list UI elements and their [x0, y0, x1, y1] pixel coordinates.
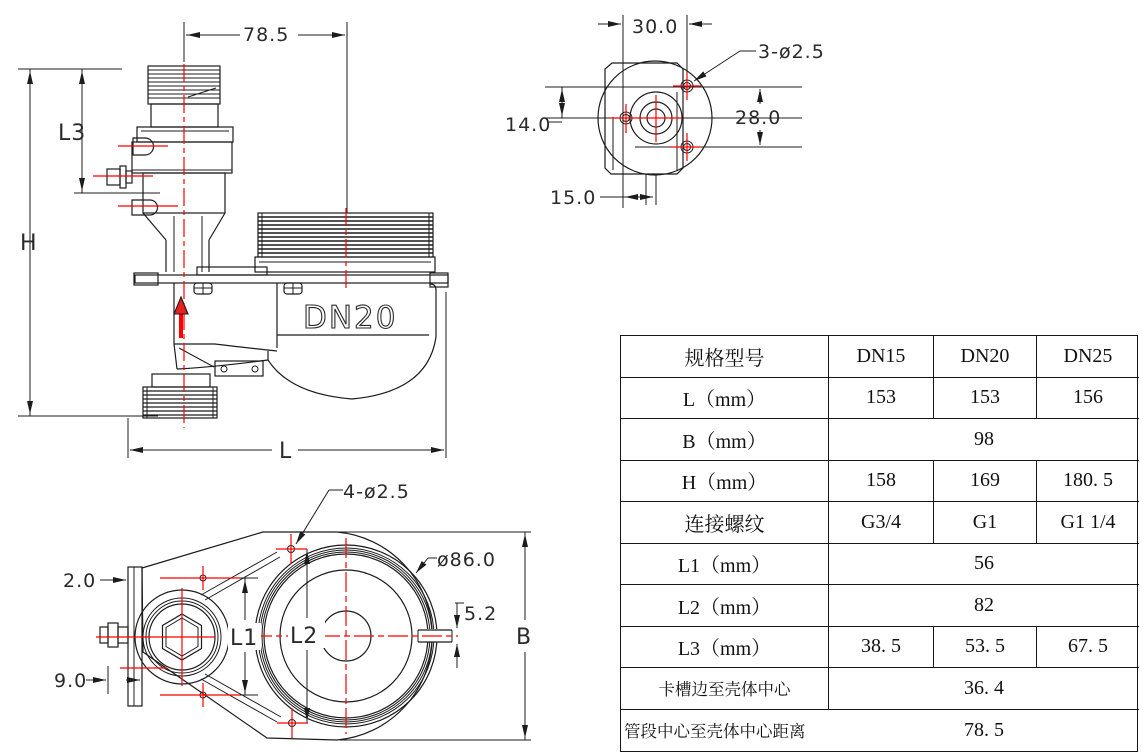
dim-b: B — [516, 625, 533, 650]
spec-value: 158 — [829, 461, 934, 503]
spec-value: 56 — [829, 544, 1139, 586]
dim-l: L — [279, 439, 293, 464]
spec-value: 169 — [934, 461, 1037, 503]
dim-l1: L1 — [230, 626, 259, 651]
spec-label: L3（mm） — [621, 627, 829, 669]
dim-5-2: 5.2 — [464, 603, 498, 625]
spec-value: G3/4 — [829, 502, 934, 544]
spec-label: 管段中心至壳体中心距离 — [624, 722, 806, 742]
spec-value: 53. 5 — [934, 627, 1037, 669]
spec-label: B（mm） — [621, 419, 829, 461]
spec-label: L（mm） — [621, 378, 829, 420]
dim-3-holes: 3-ø2.5 — [758, 41, 825, 63]
spec-label: L2（mm） — [621, 585, 829, 627]
spec-value: 78. 5 — [964, 718, 1004, 741]
spec-value: G1 — [934, 502, 1037, 544]
spec-label: H（mm） — [621, 461, 829, 503]
spec-label: 卡槽边至壳体中心 — [621, 668, 829, 710]
spec-label: 规格型号 — [621, 336, 829, 378]
spec-value: DN15 — [829, 336, 934, 378]
spec-table — [620, 335, 1138, 752]
spec-value: 156 — [1037, 378, 1139, 420]
spec-value: 153 — [829, 378, 934, 420]
body-size-label: DN20 — [303, 300, 398, 336]
dim-9: 9.0 — [54, 670, 88, 692]
spec-label: 连接螺纹 — [621, 502, 829, 544]
spec-value: 180. 5 — [1037, 461, 1139, 503]
spec-label: L1（mm） — [621, 544, 829, 586]
spec-value: DN20 — [934, 336, 1037, 378]
dim-14: 14.0 — [505, 114, 552, 136]
dim-15: 15.0 — [550, 187, 597, 209]
dim-h: H — [20, 231, 38, 256]
dim-l3: L3 — [58, 121, 87, 146]
dim-78-5: 78.5 — [243, 24, 290, 46]
top-view-centerlines — [610, 72, 701, 161]
dim-86: ø86.0 — [437, 549, 496, 571]
spec-value: 98 — [829, 419, 1139, 461]
side-view-centerlines — [93, 64, 346, 428]
spec-value: 153 — [934, 378, 1037, 420]
spec-value: G1 1/4 — [1037, 502, 1139, 544]
dim-l2: L2 — [290, 624, 319, 649]
side-view — [18, 22, 448, 458]
dim-2: 2.0 — [63, 570, 97, 592]
dim-4-holes: 4-ø2.5 — [343, 481, 410, 503]
spec-value: 82 — [829, 585, 1139, 627]
flow-direction-arrow — [174, 297, 188, 314]
dim-30: 30.0 — [632, 16, 679, 38]
spec-value: 36. 4 — [829, 668, 1139, 710]
dim-28: 28.0 — [735, 107, 782, 129]
spec-value: 38. 5 — [829, 627, 934, 669]
spec-value: 67. 5 — [1037, 627, 1139, 669]
spec-value: DN25 — [1037, 336, 1139, 378]
